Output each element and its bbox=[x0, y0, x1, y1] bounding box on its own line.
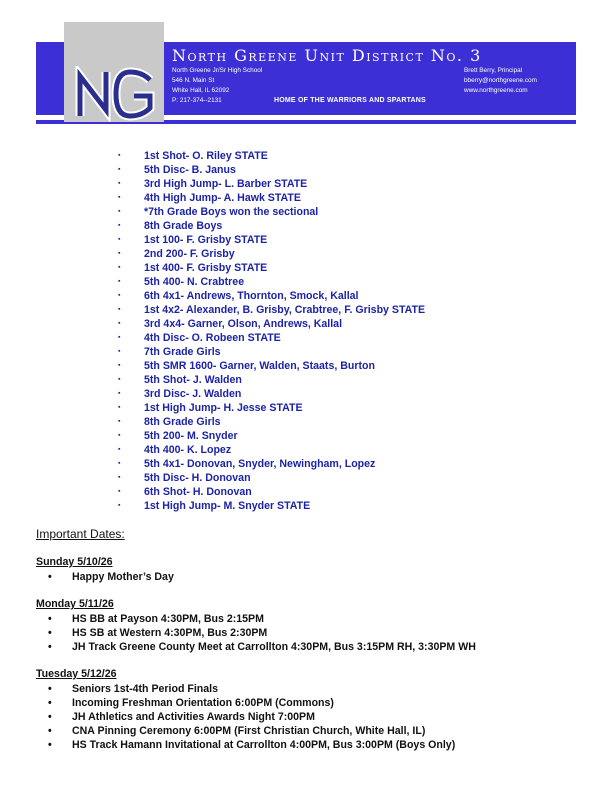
square-bullet-icon: ▪ bbox=[118, 166, 121, 173]
result-text: 4th High Jump- A. Hawk STATE bbox=[144, 192, 301, 204]
letterhead bbox=[36, 22, 576, 125]
square-bullet-icon: ▪ bbox=[118, 390, 121, 397]
district-logo-icon bbox=[72, 66, 156, 122]
event-item bbox=[48, 570, 174, 584]
result-text: *7th Grade Boys won the sectional bbox=[144, 206, 319, 218]
square-bullet-icon: ▪ bbox=[118, 250, 121, 257]
day-events-list bbox=[48, 570, 174, 584]
result-item bbox=[118, 415, 425, 429]
square-bullet-icon: ▪ bbox=[118, 418, 121, 425]
square-bullet-icon: ▪ bbox=[118, 278, 121, 285]
result-item bbox=[118, 163, 425, 177]
result-text: 5th 200- M. Snyder bbox=[144, 430, 238, 442]
result-text: 4th 400- K. Lopez bbox=[144, 444, 232, 456]
bullet-icon: • bbox=[48, 683, 52, 695]
square-bullet-icon: ▪ bbox=[118, 446, 121, 453]
result-text: 3rd High Jump- L. Barber STATE bbox=[144, 178, 308, 190]
result-item bbox=[118, 219, 425, 233]
result-text: 1st 400- F. Grisby STATE bbox=[144, 262, 268, 274]
square-bullet-icon: ▪ bbox=[118, 208, 121, 215]
day-events-list bbox=[48, 612, 476, 654]
email-link[interactable]: bberry@northgreene.com bbox=[464, 77, 537, 84]
result-text: 8th Grade Girls bbox=[144, 416, 221, 428]
event-item bbox=[48, 626, 476, 640]
result-text: 5th Disc- H. Donovan bbox=[144, 472, 251, 484]
square-bullet-icon: ▪ bbox=[118, 334, 121, 341]
result-text: 5th 400- N. Crabtree bbox=[144, 276, 245, 288]
website-link[interactable]: www.northgreene.com bbox=[464, 87, 528, 94]
square-bullet-icon: ▪ bbox=[118, 320, 121, 327]
result-item bbox=[118, 261, 425, 275]
result-item bbox=[118, 289, 425, 303]
event-text: HS BB at Payson 4:30PM, Bus 2:15PM bbox=[72, 613, 264, 625]
square-bullet-icon: ▪ bbox=[118, 152, 121, 159]
square-bullet-icon: ▪ bbox=[118, 194, 121, 201]
school-address bbox=[172, 66, 262, 106]
principal-contact bbox=[464, 66, 537, 96]
square-bullet-icon: ▪ bbox=[118, 236, 121, 243]
result-item bbox=[118, 387, 425, 401]
result-text: 6th 4x1- Andrews, Thornton, Smock, Kallal bbox=[144, 290, 359, 302]
result-text: 5th Disc- B. Janus bbox=[144, 164, 236, 176]
event-item bbox=[48, 612, 476, 626]
street-address: 546 N. Main St bbox=[172, 77, 215, 84]
square-bullet-icon: ▪ bbox=[118, 460, 121, 467]
square-bullet-icon: ▪ bbox=[118, 292, 121, 299]
result-item bbox=[118, 303, 425, 317]
result-item bbox=[118, 359, 425, 373]
bullet-icon: • bbox=[48, 739, 52, 751]
result-text: 2nd 200- F. Grisby bbox=[144, 248, 235, 260]
day-heading: Tuesday 5/12/26 bbox=[36, 668, 117, 680]
result-item bbox=[118, 373, 425, 387]
result-item bbox=[118, 317, 425, 331]
principal-name: Brett Berry, Principal bbox=[464, 67, 523, 74]
event-item bbox=[48, 640, 476, 654]
result-text: 8th Grade Boys bbox=[144, 220, 223, 232]
important-dates-heading: Important Dates: bbox=[36, 527, 125, 541]
result-item bbox=[118, 345, 425, 359]
square-bullet-icon: ▪ bbox=[118, 362, 121, 369]
square-bullet-icon: ▪ bbox=[118, 488, 121, 495]
result-item bbox=[118, 275, 425, 289]
event-text: JH Athletics and Activities Awards Night 7:00PM bbox=[72, 711, 315, 723]
result-item bbox=[118, 443, 425, 457]
bullet-icon: • bbox=[48, 613, 52, 625]
square-bullet-icon: ▪ bbox=[118, 222, 121, 229]
event-text: HS SB at Western 4:30PM, Bus 2:30PM bbox=[72, 627, 268, 639]
event-text: JH Track Greene County Meet at Carrollton 4:30PM, Bus 3:15PM RH, 3:30PM WH bbox=[72, 641, 476, 653]
school-name: North Greene Jr/Sr High School bbox=[172, 67, 263, 74]
result-item bbox=[118, 401, 425, 415]
result-text: 1st High Jump- H. Jesse STATE bbox=[144, 402, 303, 414]
event-text: Incoming Freshman Orientation 6:00PM (Commons) bbox=[72, 697, 334, 709]
result-text: 6th Shot- H. Donovan bbox=[144, 486, 252, 498]
square-bullet-icon: ▪ bbox=[118, 306, 121, 313]
day-heading: Monday 5/11/26 bbox=[36, 598, 114, 610]
phone-number: P: 217-374--2131 bbox=[172, 97, 222, 104]
bullet-icon: • bbox=[48, 627, 52, 639]
event-item bbox=[48, 738, 455, 752]
square-bullet-icon: ▪ bbox=[118, 474, 121, 481]
square-bullet-icon: ▪ bbox=[118, 404, 121, 411]
result-item bbox=[118, 331, 425, 345]
city-state-zip: White Hall, IL 62092 bbox=[172, 87, 230, 94]
event-item bbox=[48, 724, 455, 738]
slogan: HOME OF THE WARRIORS AND SPARTANS bbox=[274, 97, 426, 104]
square-bullet-icon: ▪ bbox=[118, 376, 121, 383]
result-item bbox=[118, 191, 425, 205]
square-bullet-icon: ▪ bbox=[118, 502, 121, 509]
result-text: 5th Shot- J. Walden bbox=[144, 374, 242, 386]
result-text: 1st 100- F. Grisby STATE bbox=[144, 234, 268, 246]
result-text: 5th 4x1- Donovan, Snyder, Newingham, Lopez bbox=[144, 458, 376, 470]
result-item bbox=[118, 485, 425, 499]
event-text: Seniors 1st-4th Period Finals bbox=[72, 683, 218, 695]
day-events-list bbox=[48, 682, 455, 752]
event-text: Happy Mother’s Day bbox=[72, 571, 174, 583]
square-bullet-icon: ▪ bbox=[118, 264, 121, 271]
square-bullet-icon: ▪ bbox=[118, 180, 121, 187]
bullet-icon: • bbox=[48, 725, 52, 737]
event-item bbox=[48, 696, 455, 710]
district-title: North Greene Unit District No. 3 bbox=[172, 46, 482, 65]
event-text: CNA Pinning Ceremony 6:00PM (First Christian Church, White Hall, IL) bbox=[72, 725, 426, 737]
result-item bbox=[118, 457, 425, 471]
day-heading: Sunday 5/10/26 bbox=[36, 556, 113, 568]
bullet-icon: • bbox=[48, 641, 52, 653]
result-text: 3rd 4x4- Garner, Olson, Andrews, Kallal bbox=[144, 318, 343, 330]
event-text: HS Track Hamann Invitational at Carrollton 4:00PM, Bus 3:00PM (Boys Only) bbox=[72, 739, 456, 751]
square-bullet-icon: ▪ bbox=[118, 348, 121, 355]
result-item bbox=[118, 205, 425, 219]
result-item bbox=[118, 177, 425, 191]
result-item bbox=[118, 499, 425, 513]
bullet-icon: • bbox=[48, 711, 52, 723]
result-text: 5th SMR 1600- Garner, Walden, Staats, Burton bbox=[144, 360, 375, 372]
result-item bbox=[118, 149, 425, 163]
result-text: 1st 4x2- Alexander, B. Grisby, Crabtree, F. Grisby STATE bbox=[144, 304, 426, 316]
result-text: 4th Disc- O. Robeen STATE bbox=[144, 332, 281, 344]
result-item bbox=[118, 471, 425, 485]
result-text: 3rd Disc- J. Walden bbox=[144, 388, 242, 400]
event-item bbox=[48, 682, 455, 696]
result-item bbox=[118, 247, 425, 261]
result-text: 1st Shot- O. Riley STATE bbox=[144, 150, 268, 162]
track-results-list bbox=[118, 149, 425, 513]
square-bullet-icon: ▪ bbox=[118, 432, 121, 439]
event-item bbox=[48, 710, 455, 724]
bullet-icon: • bbox=[48, 571, 52, 583]
result-text: 7th Grade Girls bbox=[144, 346, 221, 358]
result-item bbox=[118, 429, 425, 443]
bullet-icon: • bbox=[48, 697, 52, 709]
result-text: 1st High Jump- M. Snyder STATE bbox=[144, 500, 311, 512]
result-item bbox=[118, 233, 425, 247]
